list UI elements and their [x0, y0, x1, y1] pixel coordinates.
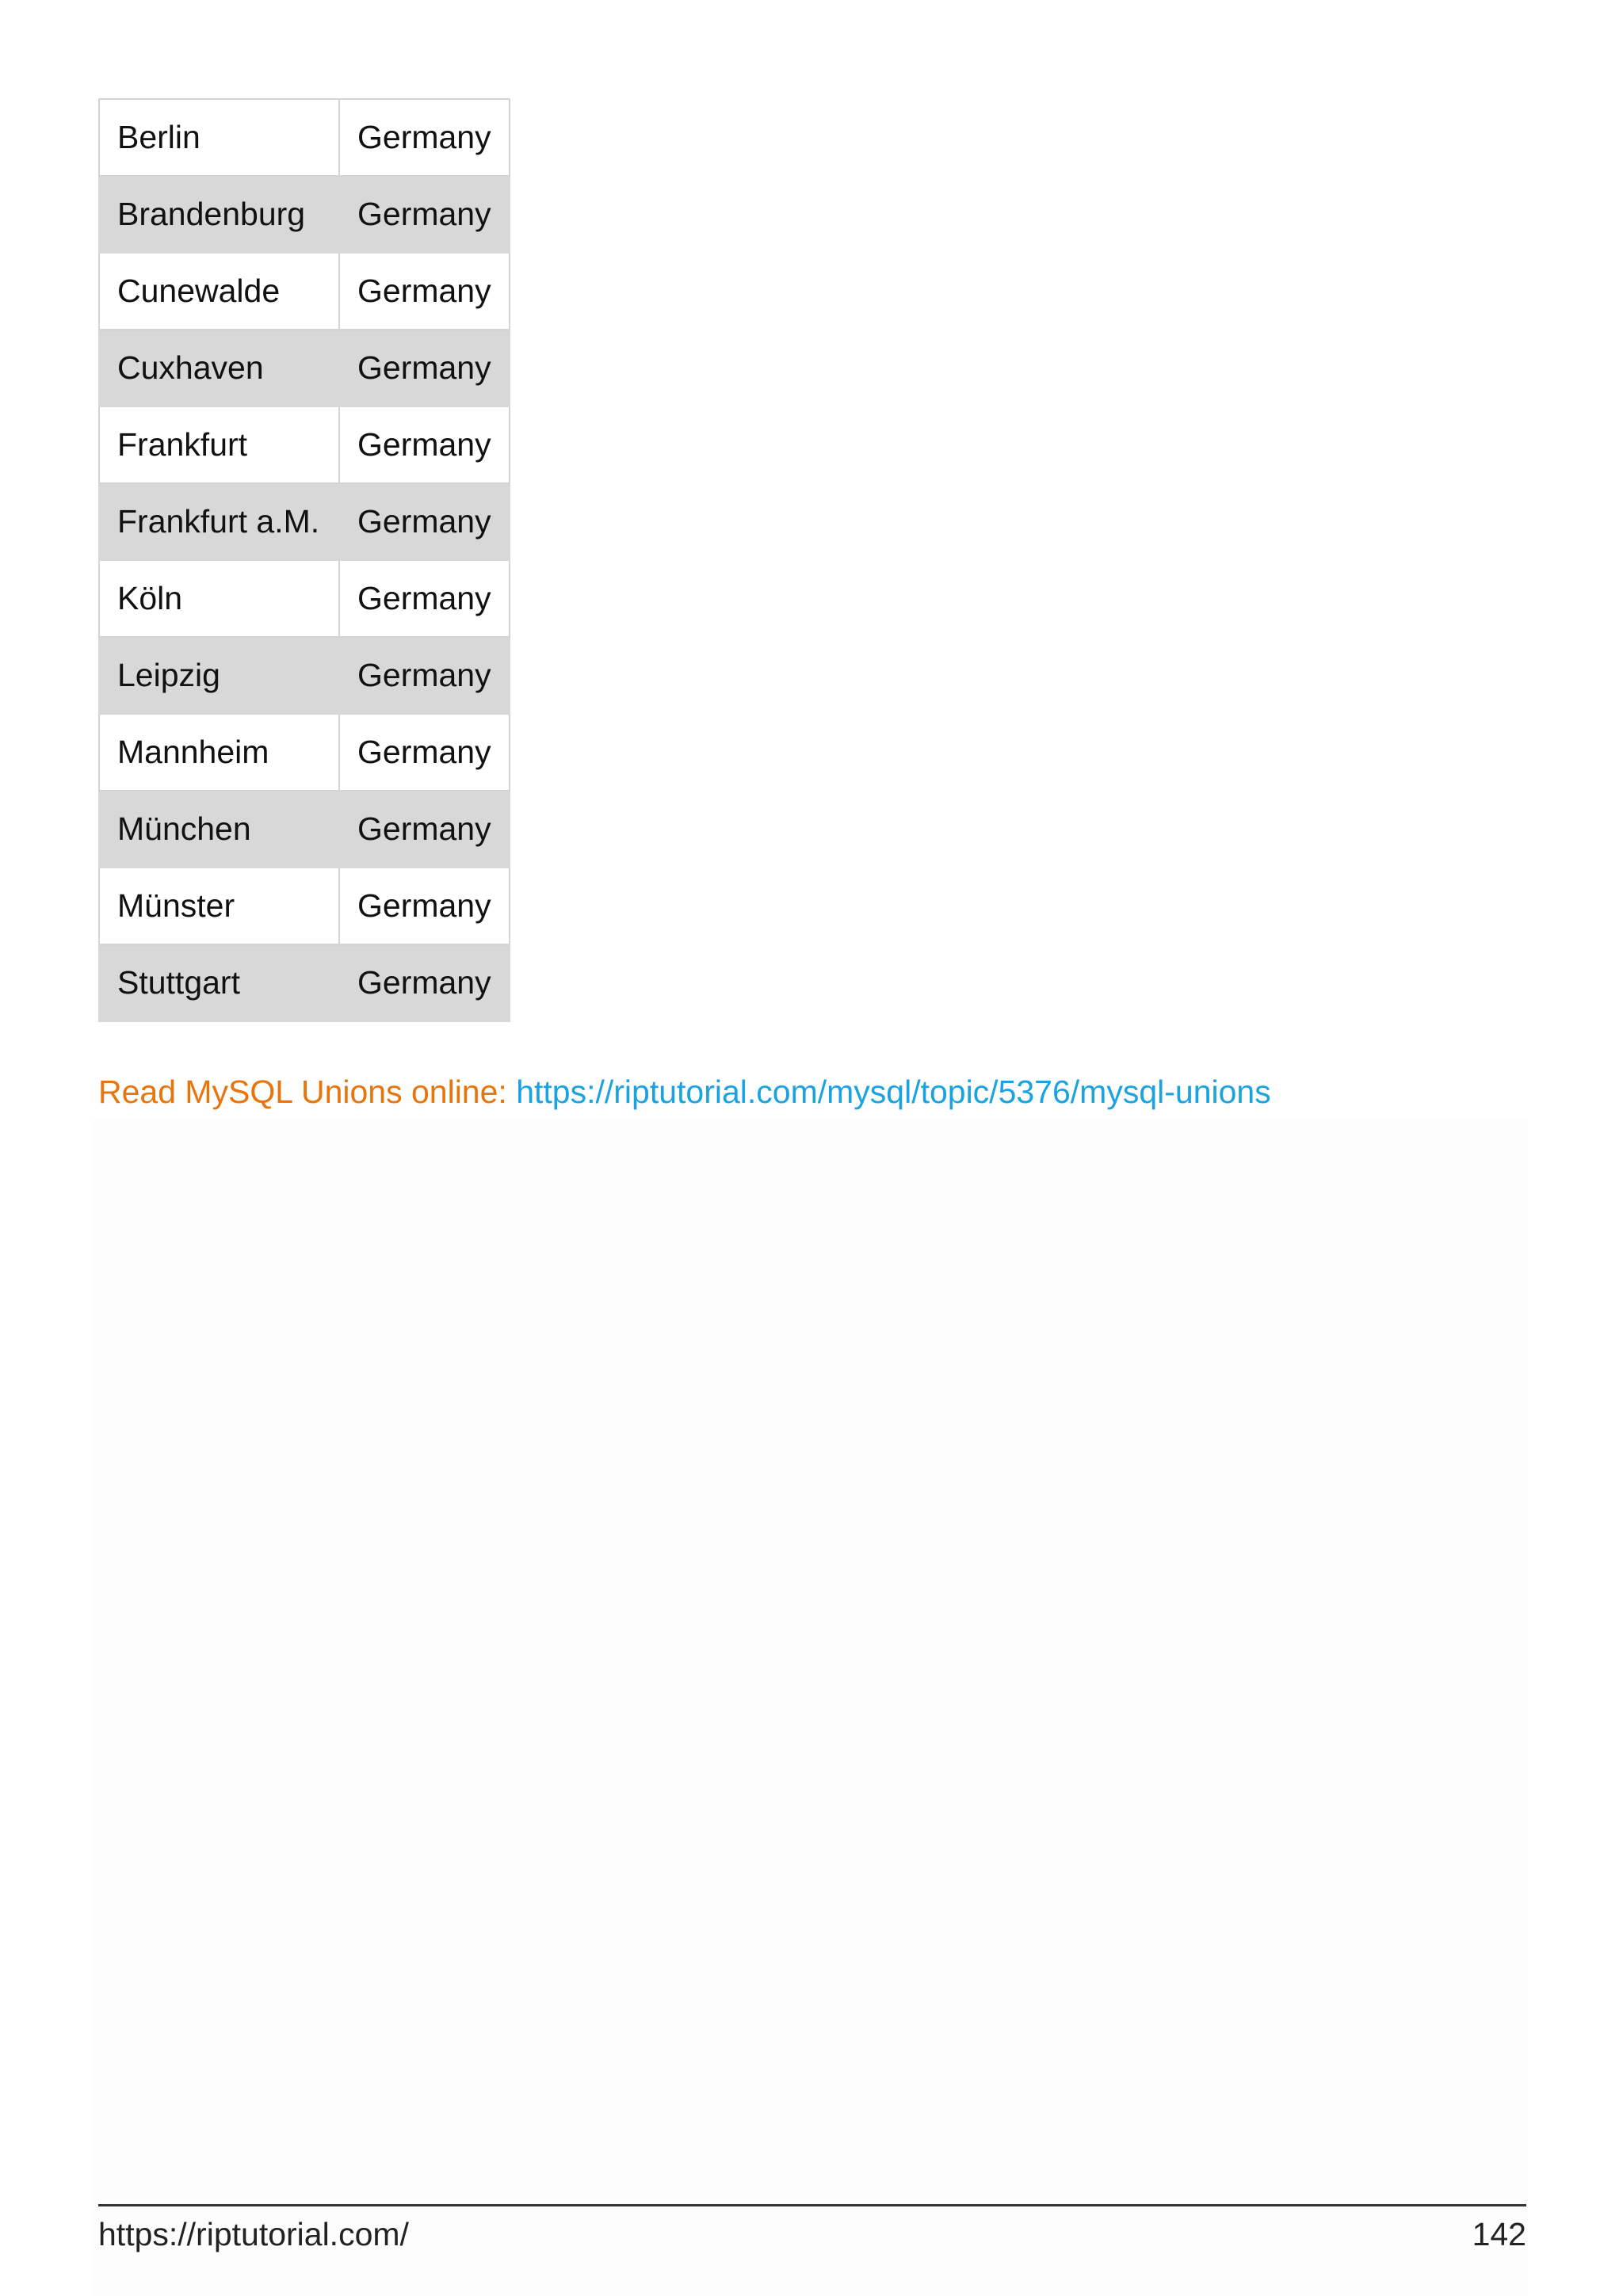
- country-cell: Germany: [339, 714, 510, 791]
- city-cell: Frankfurt a.M.: [99, 483, 339, 560]
- footer-url: https://riptutorial.com/: [98, 2216, 409, 2252]
- table-row: [99, 714, 510, 791]
- country-cell: Germany: [339, 868, 510, 944]
- city-cell: München: [99, 791, 339, 868]
- read-online-line: [98, 1074, 1271, 1111]
- table-row: [99, 176, 510, 253]
- city-table: [98, 98, 510, 1022]
- topic-link[interactable]: https://riptutorial.com/mysql/topic/5376/mysql-unions: [516, 1074, 1271, 1110]
- table-row: [99, 253, 510, 330]
- city-cell: Frankfurt: [99, 406, 339, 483]
- country-cell: Germany: [339, 944, 510, 1021]
- country-cell: Germany: [339, 483, 510, 560]
- country-cell: Germany: [339, 637, 510, 714]
- table-row: [99, 944, 510, 1021]
- page-number: 142: [1472, 2216, 1526, 2252]
- table-row: [99, 560, 510, 637]
- country-cell: Germany: [339, 330, 510, 406]
- city-cell: Leipzig: [99, 637, 339, 714]
- city-cell: Mannheim: [99, 714, 339, 791]
- city-cell: Stuttgart: [99, 944, 339, 1021]
- table-row: [99, 99, 510, 176]
- content-area: [92, 1119, 1528, 2296]
- footer-divider: [98, 2204, 1526, 2206]
- read-online-label: Read MySQL Unions online:: [98, 1074, 517, 1110]
- city-cell: Münster: [99, 868, 339, 944]
- city-cell: Brandenburg: [99, 176, 339, 253]
- table-row: [99, 330, 510, 406]
- city-cell: Cunewalde: [99, 253, 339, 330]
- country-cell: Germany: [339, 791, 510, 868]
- country-cell: Germany: [339, 99, 510, 176]
- table-row: [99, 483, 510, 560]
- country-cell: Germany: [339, 406, 510, 483]
- table-row: [99, 791, 510, 868]
- country-cell: Germany: [339, 176, 510, 253]
- city-cell: Köln: [99, 560, 339, 637]
- table-row: [99, 868, 510, 944]
- city-cell: Berlin: [99, 99, 339, 176]
- city-cell: Cuxhaven: [99, 330, 339, 406]
- table-row: [99, 637, 510, 714]
- table-row: [99, 406, 510, 483]
- country-cell: Germany: [339, 560, 510, 637]
- country-cell: Germany: [339, 253, 510, 330]
